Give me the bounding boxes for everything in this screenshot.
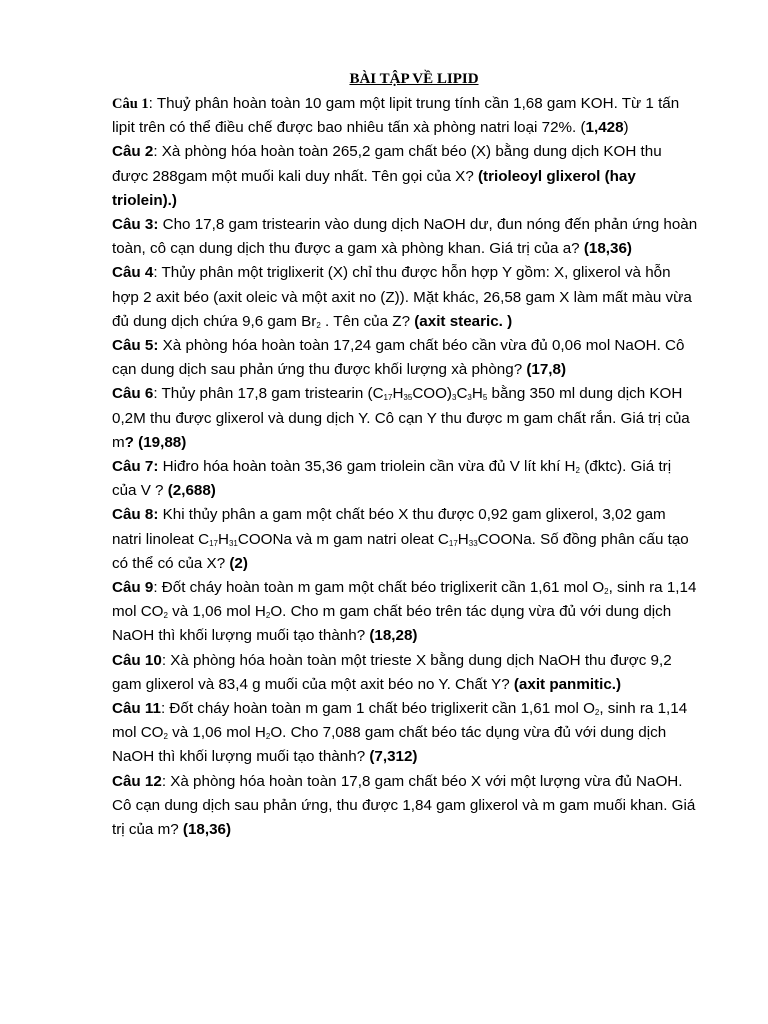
question-text: Hiđro hóa hoàn toàn 35,36 gam triolein cần vừa đủ V lít khí H — [158, 458, 576, 476]
question-label: Câu 2 — [112, 143, 154, 161]
subscript: 33 — [468, 538, 478, 548]
subscript: 2 — [594, 708, 600, 718]
question-text: ) — [623, 119, 629, 137]
question-3 — [112, 213, 698, 261]
question-10 — [112, 649, 698, 697]
subscript: 3 — [451, 393, 457, 403]
question-text: và 1,06 mol H — [167, 603, 266, 621]
answer-text: (2,688) — [167, 482, 216, 500]
subscript: 17 — [383, 393, 393, 403]
question-label: Câu 6 — [112, 385, 154, 403]
subscript: 2 — [265, 732, 271, 742]
question-list — [112, 92, 698, 842]
question-text: Xà phòng hóa hoàn toàn 17,24 gam chất béo cần vừa đủ 0,06 mol NaOH. Cô cạn dung dịch sau phản ứng thu được khối lượng xà phòng? — [112, 337, 685, 379]
question-label: Câu 1 — [112, 96, 149, 112]
subscript: 2 — [163, 732, 168, 742]
subscript: 3 — [467, 393, 472, 403]
question-2 — [112, 140, 698, 213]
question-text: (đktc). Giá trị của V ? — [112, 458, 672, 500]
question-label: Câu 8: — [112, 506, 159, 524]
question-text: O. Cho 7,088 gam chất béo tác dụng vừa đủ với dung dịch NaOH thì khối lượng muối tạo thành? — [112, 724, 667, 766]
document-title: BÀI TẬP VỀ LIPID — [349, 71, 479, 87]
question-7 — [112, 455, 698, 503]
question-text: : Thuỷ phân hoàn toàn 10 gam một lipit trung tính cần 1,68 gam KOH. Từ 1 tấn lipit trên có thể điều chế được bao nhiêu tấn xà phòng natri loại 72%. ( — [112, 95, 680, 137]
subscript: 2 — [163, 611, 168, 621]
question-text: COONa và m gam natri oleat C — [237, 530, 449, 548]
question-8 — [112, 503, 698, 576]
question-1 — [112, 92, 698, 140]
subscript: 2 — [265, 611, 271, 621]
question-text: , sinh ra 1,14 mol CO — [112, 579, 697, 621]
question-label: Câu 11 — [112, 700, 161, 718]
question-text: : Đốt cháy hoàn toàn m gam một chất béo triglixerit cần 1,61 mol O — [153, 579, 605, 597]
subscript: 5 — [482, 393, 488, 403]
subscript: 2 — [604, 587, 609, 597]
question-text: : Xà phòng hóa hoàn toàn một trieste X bằng dung dịch NaOH thu được 9,2 gam glixerol và 83,4 g muối của một axit béo no Y. Chất Y? — [112, 651, 672, 693]
question-9 — [112, 576, 698, 649]
answer-text: (2) — [229, 554, 248, 572]
answer-text: (18,28) — [369, 627, 418, 645]
subscript: 35 — [403, 393, 413, 403]
question-text: : Thủy phân một triglixerit (X) chỉ thu được hỗn hợp Y gồm: X, glixerol và hỗn hợp 2 axit béo (axit oleic và một axit no (Z)). Mặt khác, 26,58 gam X làm mất màu vừa đủ dung dịch chứa 9,6 gam Br — [112, 264, 692, 330]
question-11 — [112, 697, 698, 770]
question-12 — [112, 770, 698, 843]
answer-text: (17,8) — [526, 361, 567, 379]
question-text: bằng 350 ml dung dịch KOH 0,2M thu được glixerol và dung dịch Y. Cô cạn Y thu được m gam chất rắn. Giá trị của m — [112, 385, 690, 451]
question-text: COO) — [412, 385, 452, 403]
question-text: : Xà phòng hóa hoàn toàn 265,2 gam chất béo (X) bằng dung dịch KOH thu được 288gam một muối kali duy nhất. Tên gọi của X? — [112, 143, 662, 185]
question-label: Câu 9 — [112, 579, 154, 597]
question-5 — [112, 334, 698, 382]
answer-text: 1,428 — [585, 119, 624, 137]
question-text: H — [392, 385, 404, 403]
question-text: Cho 17,8 gam tristearin vào dung dịch NaOH dư, đun nóng đến phản ứng hoàn toàn, cô cạn dung dịch thu được a gam xà phòng khan. Giá trị của a? — [112, 216, 698, 258]
question-label: Câu 10 — [112, 651, 162, 669]
question-label: Câu 4 — [112, 264, 154, 282]
question-6 — [112, 382, 698, 455]
answer-text: ? (19,88) — [124, 433, 187, 451]
question-label: Câu 12 — [112, 772, 162, 790]
subscript: 2 — [316, 320, 321, 330]
question-text: H — [457, 530, 469, 548]
question-label: Câu 3: — [112, 216, 159, 234]
answer-text: (trioleoyl glixerol (hay triolein).) — [112, 167, 636, 209]
answer-text: (18,36) — [583, 240, 632, 258]
question-text: Khi thủy phân a gam một chất béo X thu được 0,92 gam glixerol, 3,02 gam natri linoleat C — [112, 506, 666, 548]
question-text: COONa. Số đồng phân cấu tạo có thể có của X? — [112, 530, 689, 572]
question-text: . Tên của Z? — [320, 312, 415, 330]
subscript: 17 — [209, 538, 218, 548]
question-label: Câu 5: — [112, 337, 159, 355]
answer-text: (axit panmitic.) — [513, 675, 622, 693]
question-4 — [112, 261, 698, 334]
question-text: và 1,06 mol H — [167, 724, 266, 742]
question-text: H — [471, 385, 483, 403]
question-text: : Xà phòng hóa hoàn toàn 17,8 gam chất béo X với một lượng vừa đủ NaOH. Cô cạn dung dịch sau phản ứng, thu được 1,84 gam glixerol và m gam muối khan. Giá trị của m? — [112, 772, 696, 839]
question-label: Câu 7: — [112, 458, 159, 476]
question-text: O. Cho m gam chất béo trên tác dụng vừa đủ với dung dịch NaOH thì khối lượng muối tạo thành? — [112, 603, 672, 645]
question-text: H — [218, 530, 229, 548]
subscript: 31 — [228, 538, 238, 548]
question-text: : Thủy phân 17,8 gam tristearin (C — [153, 385, 384, 403]
answer-text: (7,312) — [369, 748, 418, 766]
question-text: : Đốt cháy hoàn toàn m gam 1 chất béo triglixerit cần 1,61 mol O — [160, 700, 595, 718]
question-text: , sinh ra 1,14 mol CO — [112, 700, 688, 742]
question-text: C — [456, 385, 468, 403]
answer-text: (axit stearic. ) — [414, 312, 513, 330]
subscript: 17 — [448, 538, 458, 548]
subscript: 2 — [575, 466, 580, 476]
answer-text: (18,36) — [182, 821, 232, 839]
